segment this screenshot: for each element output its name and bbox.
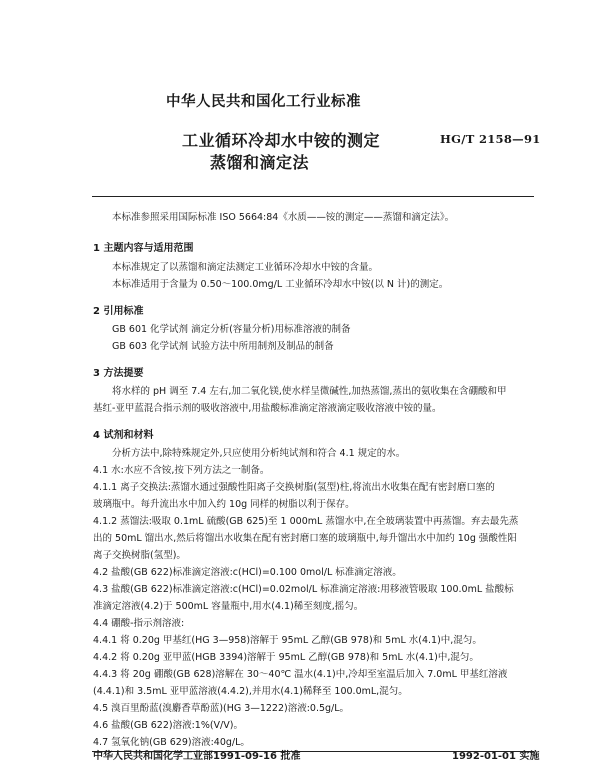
section-4-heading: 4 试剂和材料 [93,430,154,441]
item-4-6: 4.6 盐酸(GB 622)溶液:1%(V/V)。 [93,720,243,731]
section-4-intro: 分析方法中,除特殊规定外,只应使用分析纯试剂和符合 4.1 规定的水。 [112,448,406,459]
item-4-1-2-line-1: 4.1.2 蒸馏法:吸取 0.1mL 硫酸(GB 625)至 1 000mL 蒸馏水中,在全玻璃装置中再蒸馏。弃去最先蒸 [93,516,519,527]
section-1-para-2: 本标准适用于含量为 0.50～100.0mg/L 工业循环冷却水中铵(以 N 计)的测定。 [112,279,449,290]
item-4-3-line-2: 准滴定溶液(4.2)于 500mL 容量瓶中,用水(4.1)稀至刻度,摇匀。 [93,601,364,612]
item-4-1-1-line-1: 4.1.1 离子交换法:蒸馏水通过强酸性阳离子交换树脂(氢型)柱,将流出水收集在配有密封磨口塞的 [93,482,495,493]
item-4-1-2-line-3: 离子交换树脂(氢型)。 [93,550,186,561]
section-3-line-2: 基红-亚甲蓝混合指示剂的吸收溶液中,用盐酸标准滴定溶液滴定吸收溶液中铵的量。 [93,403,442,414]
implementation-date: 1992-01-01 实施 [452,751,540,762]
item-4-5: 4.5 溴百里酚蓝(溴麝香草酚蓝)(HG 3—1222)溶液:0.5g/L。 [93,703,350,714]
item-4-4: 4.4 硼酸-指示剂溶液: [93,618,185,629]
doc-title-line2: 蒸馏和滴定法 [210,153,310,172]
item-4-1-1-line-2: 玻璃瓶中。每升流出水中加入约 10g 同样的树脂以利于保存。 [93,499,355,510]
intro-text: 本标准参照采用国际标准 ISO 5664:84《水质——铵的测定——蒸馏和滴定法》。 [112,212,455,223]
item-4-7: 4.7 氢氧化钠(GB 629)溶液:40g/L。 [93,737,250,748]
section-3-heading: 3 方法提要 [93,368,144,379]
item-4-4-3-line-2: (4.4.1)和 3.5mL 亚甲蓝溶液(4.4.2),并用水(4.1)稀释至 100.0mL,混匀。 [93,686,408,697]
item-4-1: 4.1 水:水应不含铵,按下列方法之一制备。 [93,465,270,476]
section-3-line-1: 将水样的 pH 调至 7.4 左右,加二氧化镁,使水样呈微碱性,加热蒸馏,蒸出的氨收集在含硼酸和甲 [112,386,507,397]
section-1-para-1: 本标准规定了以蒸馏和滴定法测定工业循环冷却水中铵的含量。 [112,262,379,273]
approval-note: 中华人民共和国化学工业部1991-09-16 批准 [93,751,301,762]
doc-title-line1: 工业循环冷却水中铵的测定 [182,131,381,150]
item-4-3-line-1: 4.3 盐酸(GB 622)标准滴定溶液:c(HCl)=0.02mol/L 标准滴定溶液:用移液管吸取 100.0mL 盐酸标 [93,584,514,595]
item-4-4-1: 4.4.1 将 0.20g 甲基红(HG 3—958)溶解于 95mL 乙醇(GB 978)和 5mL 水(4.1)中,混匀。 [93,635,482,646]
item-4-4-2: 4.4.2 将 0.20g 亚甲蓝(HGB 3394)溶解于 95mL 乙醇(GB 978)和 5mL 水(4.1)中,混匀。 [93,652,479,663]
org-standard-header: 中华人民共和国化工行业标准 [166,94,361,110]
item-4-2: 4.2 盐酸(GB 622)标准滴定溶液:c(HCl)=0.100 0mol/L 标准滴定溶液。 [93,567,402,578]
reference-gb601: GB 601 化学试剂 滴定分析(容量分析)用标准溶液的制备 [112,324,351,335]
section-2-heading: 2 引用标准 [93,306,144,317]
reference-gb603: GB 603 化学试剂 试验方法中所用制剂及制品的制备 [112,341,334,352]
section-1-heading: 1 主题内容与适用范围 [93,243,194,254]
item-4-4-3-line-1: 4.4.3 将 20g 硼酸(GB 628)溶解在 30～40℃ 温水(4.1)中,冷却至室温后加入 7.0mL 甲基红溶液 [93,669,508,680]
item-4-1-2-line-2: 出的 50mL 馏出水,然后将馏出水收集在配有密封磨口塞的玻璃瓶中,每升馏出水中加约 10g 强酸性阳 [93,533,517,544]
top-divider [92,196,534,197]
standard-code: HG/T 2158—91 [440,132,541,146]
